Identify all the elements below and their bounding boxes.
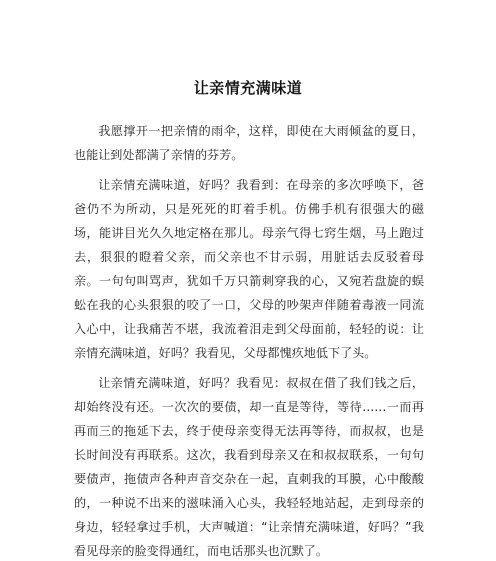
article-paragraph-1: 我愿撑开一把亲情的雨伞，这样，即使在大雨倾盆的夏日，也能让到处都满了亲情的芬芳。 <box>74 124 424 162</box>
article-paragraph-2: 让亲情充满味道，好吗？我看到：在母亲的多次呼唤下，爸爸仍不为所动，只是死死的盯着手机。仿佛手机有很强大的磁场，能讲目光久久地定格在那儿。母亲气得七窍生烟，马上跑过去，狠狠的瞪着父亲，而父亲也不甘示弱，用脏话去反驳着母亲。一句句叫骂声，犹如千万只箭刺穿我的心，又宛若盘旋的蜈蚣在我的心头狠狠的咬了一口，父母的吵架声伴随着毒液一同流入心中，让我痛苦不堪，我流着泪走到父母面前，轻轻的说：让亲情充满味道，好吗？我看见，父母都愧疚地低下了头。 <box>74 178 424 360</box>
article-paragraph-3: 让亲情充满味道，好吗？我看见：叔叔在借了我们钱之后，却始终没有还。一次次的要债，却一直是等待，等待……一而再再而三的拖延下去，终于使母亲变得无法再等待，而叔叔，也是长时间没有再联系。这次，我看到母亲又在和叔叔联系，一句句要债声，拖债声各种声音交杂在一起，直刺我的耳膜，心中酸酸的，一种说不出来的滋味涌入心头，我轻轻地站起，走到母亲的身边，轻轻拿过手机，大声喊道：“让亲情充满味道，好吗？”我看见母亲的脸变得通红，而电话那头也沉默了。 <box>74 376 424 558</box>
article-body <box>74 119 424 561</box>
article-title: 让亲情充满味道 <box>193 79 303 97</box>
